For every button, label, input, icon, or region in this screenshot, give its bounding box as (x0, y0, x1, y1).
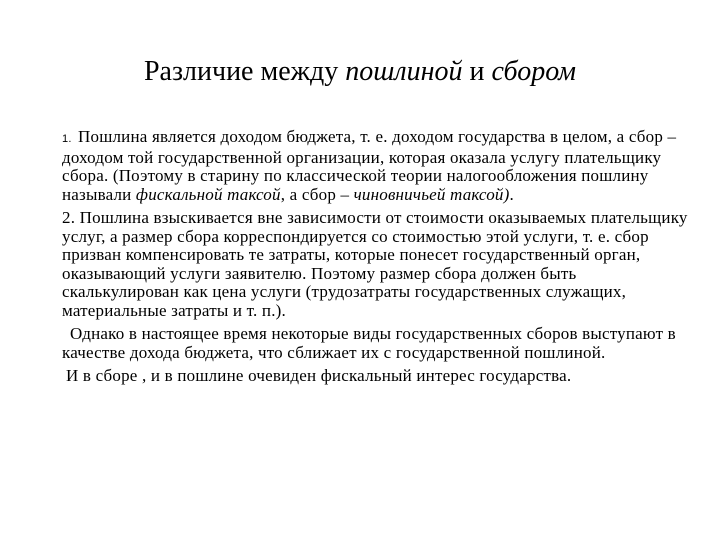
slide-body (62, 128, 692, 391)
paragraph-4: И в сборе , и в пошлине очевиден фискальный интерес государства. (66, 366, 572, 385)
paragraph-2: 2. Пошлина взыскивается вне зависимости от стоимости оказываемых плательщику услуг, а размер сбора корреспондируется со стоимостью этой услуги, т. е. сбор призван компенсировать те затраты, которые понесет государственный орган, оказывающий услуги заявителю. Поэтому размер сбора должен быть скалькулирован как цена услуги (трудозатраты государственных служащих, материальные затраты и т. п.). (62, 208, 688, 320)
title-term-poshlina: пошлиной (345, 56, 463, 87)
slide-title (0, 52, 720, 92)
paragraph-1-italic-official: чиновничьей таксой) (353, 184, 510, 204)
title-middle: и (462, 56, 492, 87)
paragraph-1-text-a: Пошлина является доходом бюджета, т. е. доходом государства в целом, а сбор – доходом той государственной организации, которая оказала услугу плательщику сбора. (Поэтому в старину по классической теории налогообложения пошлину называли (62, 127, 677, 204)
paragraph-1-text-b: , а сбор – (280, 184, 354, 204)
paragraph-1-italic-fiscal: фискальной таксой (135, 184, 281, 204)
paragraph-1-text-c: . (509, 184, 514, 204)
title-term-sbor: сбором (491, 56, 577, 87)
paragraph-1-number: 1. (62, 133, 72, 145)
title-prefix: Различие между (143, 56, 346, 87)
paragraph-3: Однако в настоящее время некоторые виды государственных сборов выступают в качестве дохода бюджета, что сближает их с государственной пошлиной. (62, 324, 676, 362)
paragraph-1 (62, 128, 692, 204)
